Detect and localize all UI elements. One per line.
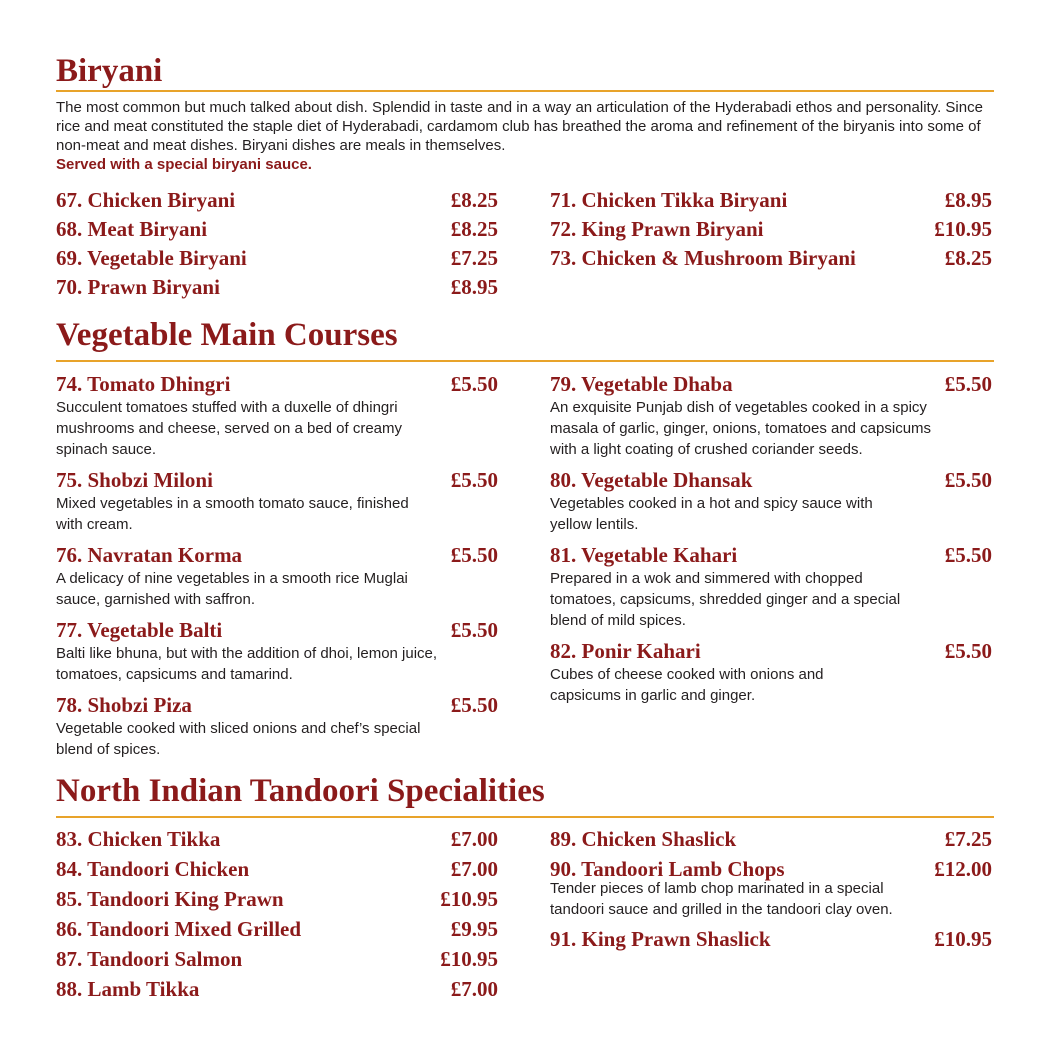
- section-title-biryani: Biryani: [56, 53, 163, 89]
- biryani-left-column: [56, 186, 498, 302]
- menu-item: [550, 543, 992, 631]
- item-price: £10.95: [934, 217, 992, 241]
- item-name: 75. Shobzi Miloni: [56, 468, 213, 492]
- section-divider: [56, 816, 994, 818]
- item-name: 84. Tandoori Chicken: [56, 857, 250, 881]
- item-description: Prepared in a wok and simmered with chopped tomatoes, capsicums, shredded ginger and a special blend of mild spices.: [550, 570, 901, 629]
- item-name: 78. Shobzi Piza: [56, 693, 192, 717]
- item-name: 82. Ponir Kahari: [550, 639, 701, 663]
- menu-item: [56, 273, 498, 302]
- item-name: 88. Lamb Tikka: [56, 977, 200, 1001]
- item-price: £9.95: [450, 917, 498, 941]
- tandoori-section: [56, 772, 994, 1014]
- biryani-section: [56, 52, 994, 306]
- item-price: £12.00: [934, 857, 992, 881]
- item-name: 83. Chicken Tikka: [56, 827, 221, 851]
- item-price: £7.00: [450, 857, 498, 881]
- item-name: 86. Tandoori Mixed Grilled: [56, 917, 302, 941]
- item-description: A delicacy of nine vegetables in a smooth rice Muglai sauce, garnished with saffron.: [56, 570, 408, 608]
- tandoori-left-column: [56, 824, 498, 1004]
- menu-item: [550, 244, 992, 273]
- menu-item: [56, 854, 498, 884]
- item-price: £7.00: [450, 977, 498, 1001]
- tandoori-items: [56, 824, 994, 1014]
- item-price: £5.50: [944, 468, 992, 492]
- vegetable-items: [56, 372, 994, 772]
- biryani-items: [56, 186, 994, 306]
- section-divider: [56, 360, 994, 362]
- item-name: 68. Meat Biryani: [56, 217, 208, 241]
- menu-item: [550, 186, 992, 215]
- item-name: 69. Vegetable Biryani: [56, 246, 247, 270]
- item-price: £5.50: [450, 468, 498, 492]
- biryani-intro: The most common but much talked about dish. Splendid in taste and in a way an articulation of the Hyderabadi ethos and personality. Since rice and meat constituted the staple diet of Hyderabadi, cardamom club has breathed the aroma and refinement of the biryanis into some of non-meat and meat dishes. Biryani dishes are meals in themselves.: [56, 99, 983, 154]
- item-name: 74. Tomato Dhingri: [56, 372, 231, 396]
- item-price: £5.50: [944, 372, 992, 396]
- item-price: £5.50: [450, 618, 498, 642]
- item-price: £8.25: [450, 188, 498, 212]
- vegetable-section: [56, 316, 994, 772]
- item-price: £10.95: [934, 927, 992, 951]
- section-title-vegetable: Vegetable Main Courses: [56, 317, 398, 353]
- item-name: 80. Vegetable Dhansak: [550, 468, 753, 492]
- item-description: Tender pieces of lamb chop marinated in a special tandoori sauce and grilled in the tandoori clay oven.: [550, 880, 893, 918]
- menu-item: [56, 693, 498, 760]
- menu-item: [56, 372, 498, 460]
- menu-item: [56, 974, 498, 1004]
- item-name: 71. Chicken Tikka Biryani: [550, 188, 788, 212]
- section-divider: [56, 90, 994, 92]
- item-name: 91. King Prawn Shaslick: [550, 927, 771, 951]
- item-price: £10.95: [440, 947, 498, 971]
- item-name: 72. King Prawn Biryani: [550, 217, 764, 241]
- menu-item: [550, 215, 992, 244]
- item-price: £8.25: [944, 246, 992, 270]
- item-price: £8.95: [944, 188, 992, 212]
- item-name: 81. Vegetable Kahari: [550, 543, 738, 567]
- tandoori-right-column: [550, 824, 992, 954]
- item-name: 79. Vegetable Dhaba: [550, 372, 733, 396]
- section-title-tandoori: North Indian Tandoori Specialities: [56, 773, 545, 809]
- menu-item: [550, 468, 992, 535]
- item-name: 77. Vegetable Balti: [56, 618, 223, 642]
- menu-item: [550, 639, 992, 706]
- menu-item: [56, 543, 498, 610]
- menu-item: [550, 824, 992, 854]
- menu-item: [56, 884, 498, 914]
- menu-item: [56, 468, 498, 535]
- item-description: Cubes of cheese cooked with onions and capsicums in garlic and ginger.: [550, 666, 824, 704]
- item-price: £5.50: [450, 372, 498, 396]
- item-price: £7.25: [450, 246, 498, 270]
- item-price: £5.50: [450, 693, 498, 717]
- vegetable-right-column: [550, 372, 992, 714]
- menu-item: [56, 244, 498, 273]
- item-price: £8.95: [450, 275, 498, 299]
- item-price: £5.50: [944, 543, 992, 567]
- item-name: 90. Tandoori Lamb Chops: [550, 857, 785, 881]
- biryani-served-note: Served with a special biryani sauce.: [56, 156, 312, 173]
- vegetable-left-column: [56, 372, 498, 768]
- item-name: 70. Prawn Biryani: [56, 275, 220, 299]
- menu-item: [56, 618, 498, 685]
- item-description: Balti like bhuna, but with the addition of dhoi, lemon juice, tomatoes, capsicums and tamarind.: [56, 645, 438, 683]
- menu-item: [56, 914, 498, 944]
- item-price: £7.25: [944, 827, 992, 851]
- item-price: £7.00: [450, 827, 498, 851]
- item-description: An exquisite Punjab dish of vegetables cooked in a spicy masala of garlic, ginger, onions, tomatoes and capsicums with a light coating of crushed coriander seeds.: [550, 399, 932, 458]
- menu-item: [56, 944, 498, 974]
- item-description: Vegetable cooked with sliced onions and chef’s special blend of spices.: [56, 720, 421, 758]
- item-description: Succulent tomatoes stuffed with a duxelle of dhingri mushrooms and cheese, served on a bed of creamy spinach sauce.: [56, 399, 403, 458]
- item-name: 67. Chicken Biryani: [56, 188, 236, 212]
- item-name: 76. Navratan Korma: [56, 543, 243, 567]
- item-name: 73. Chicken & Mushroom Biryani: [550, 246, 856, 270]
- item-price: £5.50: [944, 639, 992, 663]
- item-name: 85. Tandoori King Prawn: [56, 887, 284, 911]
- menu-item: [550, 924, 992, 954]
- menu-item: [550, 854, 992, 920]
- item-description: Vegetables cooked in a hot and spicy sauce with yellow lentils.: [550, 495, 873, 533]
- menu-item: [550, 372, 992, 460]
- item-description: Mixed vegetables in a smooth tomato sauce, finished with cream.: [56, 495, 409, 533]
- item-price: £5.50: [450, 543, 498, 567]
- menu-item: [56, 824, 498, 854]
- item-name: 87. Tandoori Salmon: [56, 947, 243, 971]
- item-name: 89. Chicken Shaslick: [550, 827, 737, 851]
- menu-item: [56, 186, 498, 215]
- item-price: £10.95: [440, 887, 498, 911]
- menu-item: [56, 215, 498, 244]
- biryani-right-column: [550, 186, 992, 273]
- item-price: £8.25: [450, 217, 498, 241]
